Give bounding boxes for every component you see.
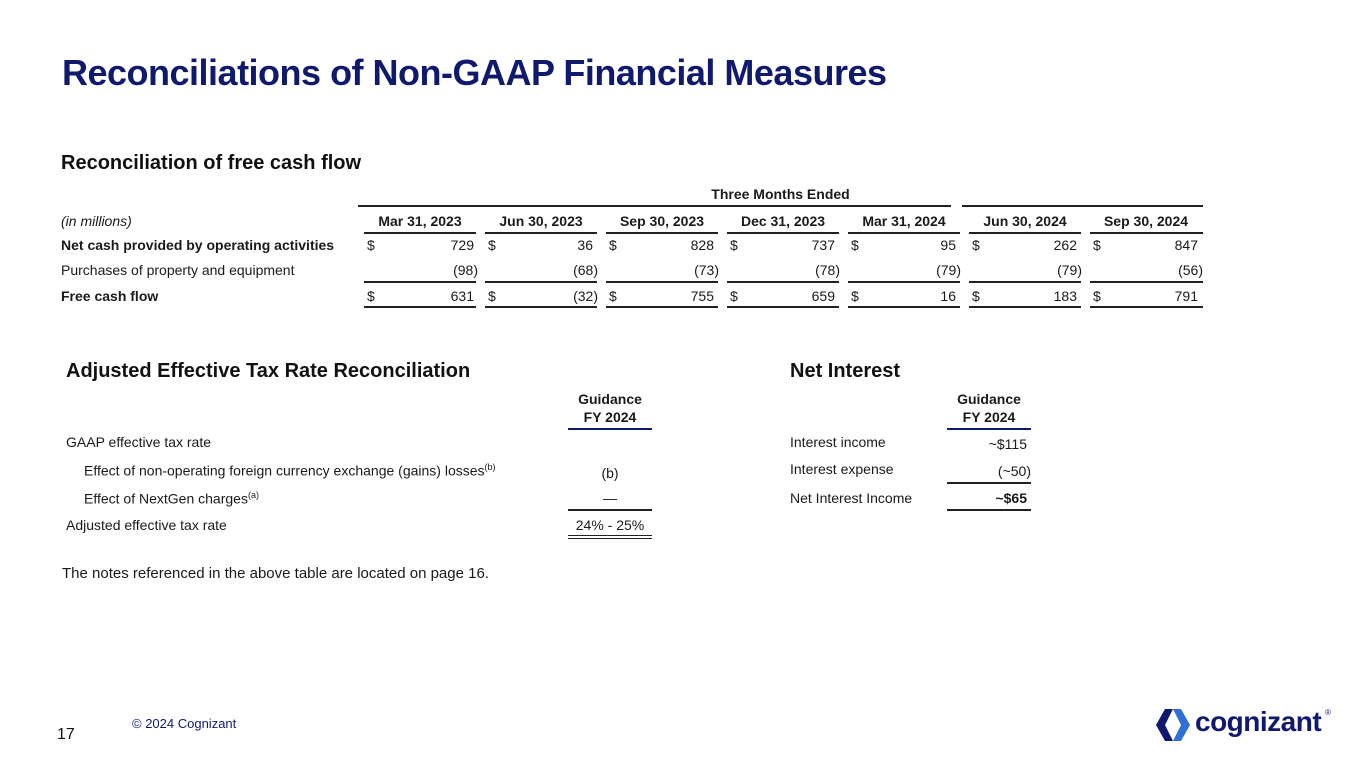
tax-row-label: Adjusted effective tax rate <box>66 517 227 533</box>
header-rule <box>727 232 839 234</box>
table-cell: 729 <box>450 237 474 253</box>
header-rule <box>485 232 597 234</box>
subtotal-rule <box>969 281 1081 283</box>
table-cell: (79) <box>1057 262 1082 278</box>
tax-double-rule-bottom <box>568 538 652 539</box>
units-label: (in millions) <box>61 213 132 229</box>
page-title: Reconciliations of Non-GAAP Financial Measures <box>62 52 887 93</box>
tax-row-label <box>84 462 496 479</box>
logo-wordmark: cognizant <box>1195 706 1322 737</box>
row-label-operating-cash: Net cash provided by operating activities <box>61 237 335 253</box>
period-header: Mar 31, 2024 <box>862 213 946 229</box>
table-cell: (73) <box>694 262 719 278</box>
currency-symbol: $ <box>367 288 375 304</box>
currency-symbol: $ <box>367 237 375 253</box>
total-rule <box>364 306 476 308</box>
interest-row-value: ~$115 <box>988 436 1027 452</box>
table-cell: 262 <box>1053 237 1077 253</box>
header-rule <box>1090 232 1203 234</box>
header-rule <box>364 232 476 234</box>
currency-symbol: $ <box>488 237 496 253</box>
fcf-group-header: Three Months Ended <box>711 186 850 202</box>
table-cell: 737 <box>811 237 835 253</box>
currency-symbol: $ <box>609 237 617 253</box>
total-rule <box>485 306 597 308</box>
header-rule <box>848 232 960 234</box>
currency-symbol: $ <box>851 237 859 253</box>
tax-row-value: (b) <box>601 465 619 481</box>
interest-total-rule <box>947 509 1031 511</box>
tax-subtotal-rule <box>568 509 652 511</box>
table-cell: (32) <box>573 288 598 304</box>
tax-col-header-guidance: Guidance <box>578 391 642 407</box>
page-number: 17 <box>57 726 75 743</box>
copyright: © 2024 Cognizant <box>132 716 237 731</box>
tax-row-text: Effect of non-operating foreign currency exchange (gains) losses <box>84 462 485 479</box>
subtotal-rule <box>606 281 718 283</box>
table-cell: 828 <box>690 237 714 253</box>
interest-col-header-year: FY 2024 <box>962 409 1016 425</box>
interest-col-header-guidance: Guidance <box>957 391 1021 407</box>
row-label-free-cash-flow: Free cash flow <box>61 288 159 304</box>
interest-header-rule <box>947 428 1031 430</box>
period-header: Jun 30, 2024 <box>983 213 1067 229</box>
currency-symbol: $ <box>1093 237 1101 253</box>
total-rule <box>969 306 1081 308</box>
interest-row-value: (~50) <box>997 463 1031 479</box>
total-rule <box>848 306 960 308</box>
period-header: Dec 31, 2023 <box>740 213 826 229</box>
footnote-ref: (b) <box>484 462 496 472</box>
table-cell: 631 <box>450 288 474 304</box>
total-rule <box>1090 306 1203 308</box>
footnote-ref: (a) <box>247 490 259 500</box>
tax-row-label <box>84 490 259 507</box>
tax-col-header-year: FY 2024 <box>583 409 637 425</box>
table-cell: 659 <box>811 288 835 304</box>
header-rule <box>969 232 1081 234</box>
subtotal-rule <box>364 281 476 283</box>
interest-row-label: Net Interest Income <box>790 490 913 506</box>
logo-registered-mark: ® <box>1325 708 1331 717</box>
total-rule <box>606 306 718 308</box>
cognizant-logo-mark-icon <box>1155 708 1191 742</box>
currency-symbol: $ <box>972 288 980 304</box>
header-rule <box>606 232 718 234</box>
interest-row-value: ~$65 <box>995 490 1027 506</box>
table-cell: 36 <box>577 237 593 253</box>
tax-row-text: Effect of NextGen charges <box>84 490 248 507</box>
fcf-heading: Reconciliation of free cash flow <box>61 152 362 174</box>
currency-symbol: $ <box>488 288 496 304</box>
subtotal-rule <box>848 281 960 283</box>
interest-subtotal-rule <box>947 482 1031 484</box>
row-label-purchases: Purchases of property and equipment <box>61 262 295 278</box>
tax-row-label: GAAP effective tax rate <box>66 434 212 450</box>
tax-heading: Adjusted Effective Tax Rate Reconciliation <box>66 360 471 382</box>
tax-header-rule <box>568 428 652 430</box>
table-cell: (68) <box>573 262 598 278</box>
table-cell: (98) <box>453 262 478 278</box>
table-cell: 16 <box>940 288 956 304</box>
tax-row-value: 24% - 25% <box>575 517 645 533</box>
currency-symbol: $ <box>730 288 738 304</box>
subtotal-rule <box>485 281 597 283</box>
interest-heading: Net Interest <box>790 360 901 382</box>
table-cell: 183 <box>1053 288 1077 304</box>
cognizant-logo <box>1155 706 1335 742</box>
currency-symbol: $ <box>730 237 738 253</box>
currency-symbol: $ <box>972 237 980 253</box>
period-header: Sep 30, 2023 <box>619 213 705 229</box>
table-cell: 95 <box>940 237 956 253</box>
period-header: Jun 30, 2023 <box>499 213 583 229</box>
total-rule <box>727 306 839 308</box>
table-cell: (78) <box>815 262 840 278</box>
tax-double-rule-top <box>568 535 652 536</box>
table-cell: 755 <box>690 288 714 304</box>
period-header: Mar 31, 2023 <box>378 213 462 229</box>
table-cell: (79) <box>936 262 961 278</box>
table-cell: 847 <box>1174 237 1198 253</box>
tax-footnote: The notes referenced in the above table are located on page 16. <box>62 565 489 582</box>
group-header-rule-right <box>962 205 1203 207</box>
currency-symbol: $ <box>1093 288 1101 304</box>
currency-symbol: $ <box>851 288 859 304</box>
table-cell: 791 <box>1174 288 1198 304</box>
table-cell: (56) <box>1178 262 1203 278</box>
subtotal-rule <box>727 281 839 283</box>
group-header-rule-left <box>358 205 951 207</box>
subtotal-rule <box>1090 281 1203 283</box>
tax-row-value: — <box>603 490 617 506</box>
interest-row-label: Interest income <box>790 434 886 450</box>
period-header: Sep 30, 2024 <box>1103 213 1189 229</box>
currency-symbol: $ <box>609 288 617 304</box>
interest-row-label: Interest expense <box>790 461 894 477</box>
